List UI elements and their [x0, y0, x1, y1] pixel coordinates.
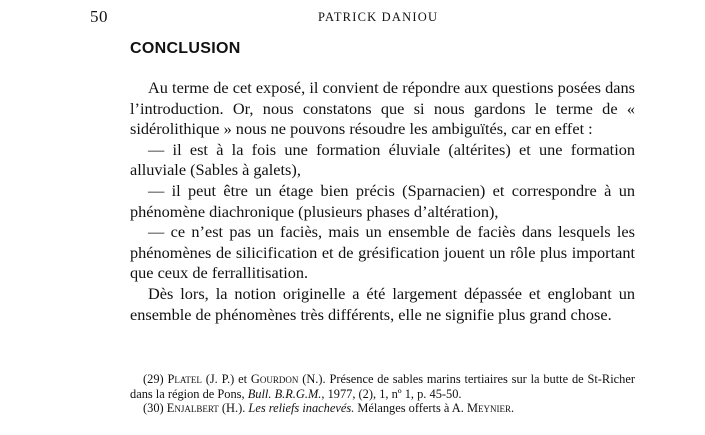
footnote-conjunction: et [238, 372, 248, 386]
footnote-number: (30) [143, 401, 164, 415]
footnote-honoree: Meynier. [466, 401, 515, 415]
footnote-text: Mélanges offerts à A. [357, 401, 464, 415]
footnote-text: Présence de sables marins tertiaires sur la butte de St-Richer dans la région de Pons, [130, 372, 635, 401]
body-text [130, 78, 635, 325]
page-number: 50 [90, 7, 108, 26]
list-item: — il est à la fois une formation éluviale (altérites) et une formation alluviale (Sables à galets), [130, 139, 635, 180]
footnote-author: Platel [167, 372, 202, 386]
footnote-journal: Bull. B.R.G.M. [247, 386, 322, 401]
footnote-initials: (N.). [302, 372, 326, 386]
footnote-text: , 1977, (2), 1, nº 1, p. 45-50. [321, 386, 462, 401]
running-head: PATRICK DANIOU [318, 10, 439, 24]
section-title: CONCLUSION [130, 40, 241, 57]
paragraph: Au terme de cet exposé, il convient de répondre aux questions posées dans l’introduction. Or, nous constatons que si nous gardons le terme de « sidérolithique » nous ne pouvons résoudre les ambiguïtés, car en effet : [130, 78, 635, 139]
list-item: — ce n’est pas un faciès, mais un ensemble de faciès dans lesquels les phénomènes de silicification et de grésification jouent un rôle plus important que ceux de ferrallitisation. [130, 222, 635, 283]
footnote-title: Les reliefs inachevés. [248, 401, 355, 415]
footnote-author: Gourdon [250, 372, 299, 386]
footnote-29 [130, 372, 635, 401]
footnote-initials: (H.). [221, 401, 246, 415]
footnote-30 [130, 401, 635, 416]
paragraph: Dès lors, la notion originelle a été largement dépassée et englobant un ensemble de phénomènes très différents, elle ne signifie plus grand chose. [130, 283, 635, 324]
footnote-initials: (J. P.) [205, 372, 235, 386]
footnotes [130, 372, 635, 416]
list-item: — il peut être un étage bien précis (Sparnacien) et correspondre à un phénomène diachronique (plusieurs phases d’altération), [130, 180, 635, 221]
footnote-author: Enjalbert [166, 401, 219, 415]
footnote-number: (29) [143, 372, 164, 386]
